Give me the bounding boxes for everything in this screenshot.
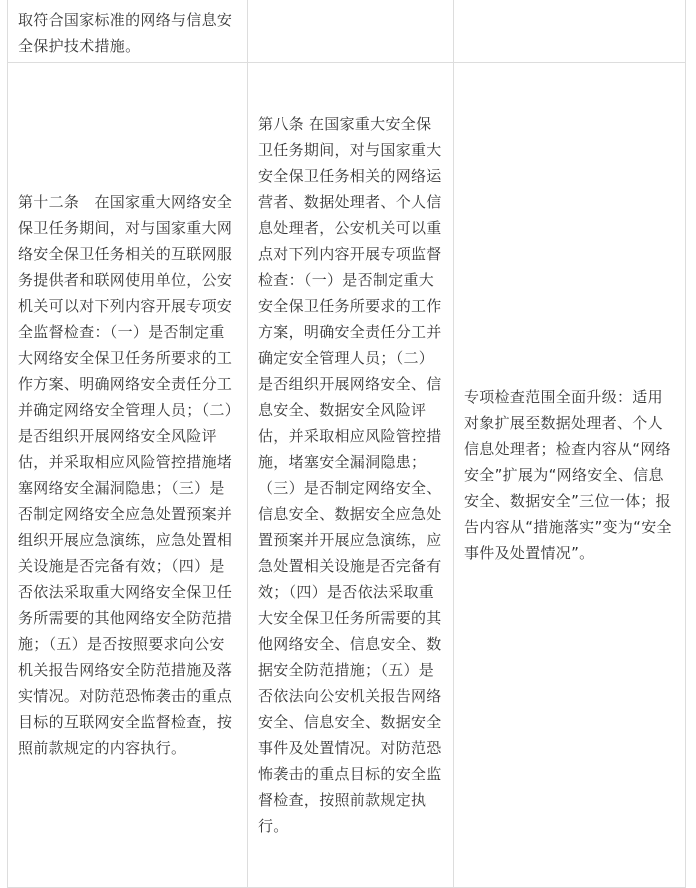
change-note-cell: 专项检查范围全面升级：适用对象扩展至数据处理者、个人信息处理者；检查内容从“网络安全”扩展为“网络安全、信息安全、数据安全”三位一体；报告内容从“措施落实”变为“安全事件及处置情况”。 [454,63,686,888]
old-provision-cell: 第十二条 在国家重大网络安全保卫任务期间，对与国家重大网络安全保卫任务相关的互联网服务提供者和联网使用单位，公安机关可以对下列内容开展专项安全监督检查：（一）是否制定重大网络安全保卫任务所要求的工作方案、明确网络安全责任分工并确定网络安全管理人员；（二）是否组织开展网络安全风险评估，并采取相应风险管控措施堵塞网络安全漏洞隐患；（三）是否制定网络安全应急处置预案并组织开展应急演练，应急处置相关设施是否完备有效；（四）是否依法采取重大网络安全保卫任务所需要的其他网络安全防范措施；（五）是否按照要求向公安机关报告网络安全防范措施及落实情况。对防范恐怖袭击的重点目标的互联网安全监督检查，按照前款规定的内容执行。 [8,63,248,888]
new-provision-cell [248,0,454,63]
table-row [8,0,686,63]
new-provision-cell: 第八条 在国家重大安全保卫任务期间，对与国家重大安全保卫任务相关的网络运营者、数据处理者、个人信息处理者，公安机关可以重点对下列内容开展专项监督检查：（一）是否制定重大安全保卫任务所要求的工作方案，明确安全责任分工并确定安全管理人员；（二）是否组织开展网络安全、信息安全、数据安全风险评估，并采取相应风险管控措施，堵塞安全漏洞隐患；（三）是否制定网络安全、信息安全、数据安全应急处置预案并开展应急演练，应急处置相关设施是否完备有效；（四）是否依法采取重大安全保卫任务所需要的其他网络安全、信息安全、数据安全防范措施；（五）是否依法向公安机关报告网络安全、信息安全、数据安全事件及处置情况。对防范恐怖袭击的重点目标的安全监督检查，按照前款规定执行。 [248,63,454,888]
old-provision-cell: 取符合国家标准的网络与信息安全保护技术措施。 [8,0,248,63]
table-row [8,63,686,888]
comparison-table [7,0,686,888]
change-note-cell [454,0,686,63]
